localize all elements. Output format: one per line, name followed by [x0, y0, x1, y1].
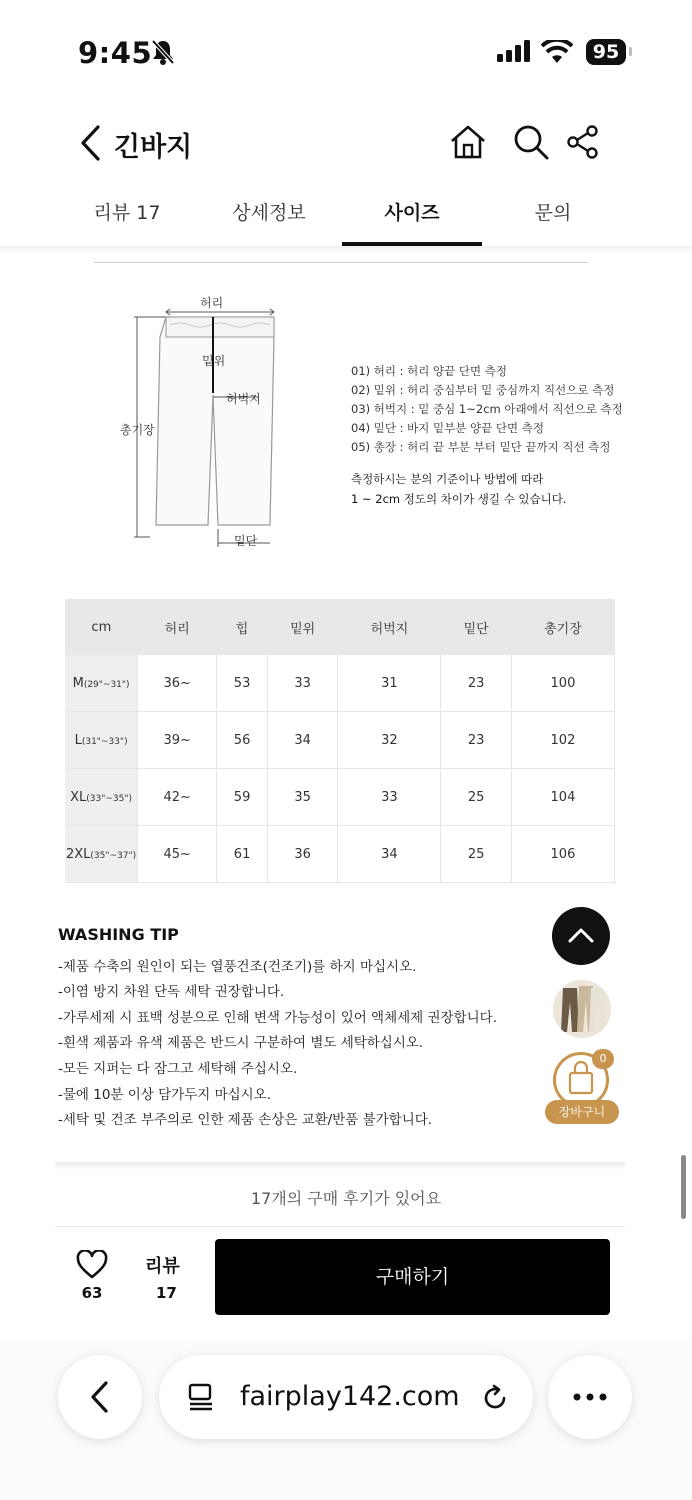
table-cell: 35 [267, 769, 337, 826]
battery-level: 95 [586, 39, 626, 65]
table-cell: 25 [441, 769, 511, 826]
cellular-signal-icon [497, 40, 533, 62]
table-cell: 23 [441, 712, 511, 769]
size-name: XL(33"~35") [65, 769, 138, 826]
size-table-header: 허벅지 [338, 599, 441, 655]
like-count: 63 [81, 1284, 103, 1302]
table-cell: 34 [267, 712, 337, 769]
table-cell: 36 [267, 826, 337, 883]
back-arrow-icon[interactable] [74, 123, 110, 163]
measure-guide-item: 01) 허리 : 허리 양끝 단면 측정 [351, 364, 508, 378]
size-table-header: cm [65, 599, 138, 655]
review-count: 17 [156, 1284, 177, 1302]
tab-inquiry[interactable]: 문의 [534, 202, 572, 224]
browser-back-button[interactable] [58, 1355, 142, 1439]
washing-tip-title: WASHING TIP [58, 925, 179, 944]
measure-guide [351, 362, 623, 457]
size-name: M(29"~31") [65, 655, 138, 712]
table-row [65, 712, 615, 769]
size-table-header: 밑단 [441, 599, 511, 655]
buy-button[interactable]: 구매하기 [215, 1239, 610, 1315]
table-cell: 36~ [138, 655, 217, 712]
table-cell: 102 [511, 712, 614, 769]
diagram-label-rise: 밑위 [202, 354, 226, 368]
wifi-icon [541, 40, 573, 64]
table-cell: 32 [338, 712, 441, 769]
table-cell: 106 [511, 826, 614, 883]
measure-note-line: 1 ~ 2cm 정도의 차이가 생길 수 있습니다. [351, 492, 567, 506]
table-cell: 34 [338, 826, 441, 883]
review-button-label[interactable]: 리뷰 [145, 1256, 180, 1277]
pants-diagram [110, 285, 310, 555]
table-cell: 45~ [138, 826, 217, 883]
table-cell: 33 [338, 769, 441, 826]
diagram-label-hem: 밑단 [234, 534, 258, 548]
measure-note [351, 469, 566, 509]
table-cell: 59 [217, 769, 268, 826]
tab-detail[interactable]: 상세정보 [232, 202, 306, 224]
more-dots-icon [548, 1355, 632, 1439]
measure-guide-item: 04) 밑단 : 바지 밑부분 양끝 단면 측정 [351, 421, 544, 435]
washing-tip-line: -이염 방지 차원 단독 세탁 권장합니다. [58, 984, 285, 1000]
browser-url[interactable]: fairplay142.com [240, 1381, 460, 1412]
search-icon[interactable] [511, 122, 551, 162]
diagram-label-thigh: 허벅지 [226, 392, 261, 406]
table-cell: 39~ [138, 712, 217, 769]
bell-muted-icon [150, 38, 176, 66]
table-cell: 53 [217, 655, 268, 712]
table-cell: 104 [511, 769, 614, 826]
table-row [65, 826, 615, 883]
size-name: 2XL(35"~37") [65, 826, 138, 883]
cart-count-badge: 0 [592, 1049, 614, 1069]
recent-product-thumbnail[interactable] [553, 980, 611, 1038]
home-icon[interactable] [448, 122, 488, 162]
washing-tip-line: -물에 10분 이상 담가두지 마십시오. [58, 1087, 272, 1103]
washing-tip-line: -제품 수축의 원인이 되는 열풍건조(건조기)를 하지 마십시오. [58, 959, 417, 975]
measure-guide-item: 02) 밑위 : 허리 중심부터 밑 중심까지 직선으로 측정 [351, 383, 615, 397]
pants-thumbnail-image [553, 980, 611, 1038]
reload-icon[interactable] [480, 1383, 510, 1413]
heart-icon[interactable] [76, 1250, 108, 1280]
cart-label[interactable]: 장바구니 [545, 1100, 619, 1124]
scrollbar[interactable] [681, 1155, 686, 1219]
table-row [65, 769, 615, 826]
washing-tip-line: -흰색 제품과 유색 제품은 반드시 구분하여 별도 세탁하십시오. [58, 1035, 424, 1051]
measure-note-line: 측정하시는 분의 기준이나 방법에 따라 [351, 472, 544, 486]
review-section-divider [55, 1226, 625, 1227]
browser-more-button[interactable] [548, 1355, 632, 1439]
status-time: 9:45 [78, 36, 153, 70]
size-table-header: 밑위 [267, 599, 337, 655]
table-cell: 42~ [138, 769, 217, 826]
size-table-header: 허리 [138, 599, 217, 655]
section-divider [94, 262, 588, 263]
chevron-left-icon [58, 1355, 142, 1439]
size-table-header-row [65, 599, 615, 655]
washing-tip-line: -모든 지퍼는 다 잠그고 세탁해 주십시오. [58, 1061, 298, 1077]
table-cell: 61 [217, 826, 268, 883]
diagram-label-total-length: 총기장 [120, 423, 155, 437]
page-menu-icon[interactable] [186, 1382, 216, 1412]
review-section-shadow [55, 1162, 625, 1170]
share-icon[interactable] [565, 124, 601, 160]
washing-tip-line: -가루세제 시 표백 성분으로 인해 변색 가능성이 있어 액체세제 권장합니다. [58, 1010, 498, 1026]
table-row [65, 655, 615, 712]
chevron-up-icon [552, 907, 610, 965]
washing-tip-line: -세탁 및 건조 부주의로 인한 제품 손상은 교환/반품 불가합니다. [58, 1112, 433, 1128]
tab-size[interactable]: 사이즈 [384, 202, 440, 224]
table-cell: 23 [441, 655, 511, 712]
table-cell: 56 [217, 712, 268, 769]
review-summary[interactable]: 17개의 구매 후기가 있어요 [250, 1189, 442, 1208]
diagram-label-waist: 허리 [200, 296, 224, 310]
tab-bar-shadow [0, 246, 692, 254]
size-table [65, 599, 615, 883]
measure-guide-item: 05) 총장 : 허리 끝 부분 부터 밑단 끝까지 직선 측정 [351, 440, 611, 454]
size-table-header: 힙 [217, 599, 268, 655]
table-cell: 100 [511, 655, 614, 712]
measure-guide-item: 03) 허벅지 : 밑 중심 1~2cm 아래에서 직선으로 측정 [351, 402, 623, 416]
table-cell: 25 [441, 826, 511, 883]
table-cell: 33 [267, 655, 337, 712]
page-title: 긴바지 [114, 132, 193, 163]
table-cell: 31 [338, 655, 441, 712]
size-name: L(31"~33") [65, 712, 138, 769]
battery-tip [629, 47, 632, 56]
scroll-to-top-button[interactable] [552, 907, 610, 965]
size-table-header: 총기장 [511, 599, 614, 655]
tab-review[interactable]: 리뷰 17 [93, 202, 161, 224]
